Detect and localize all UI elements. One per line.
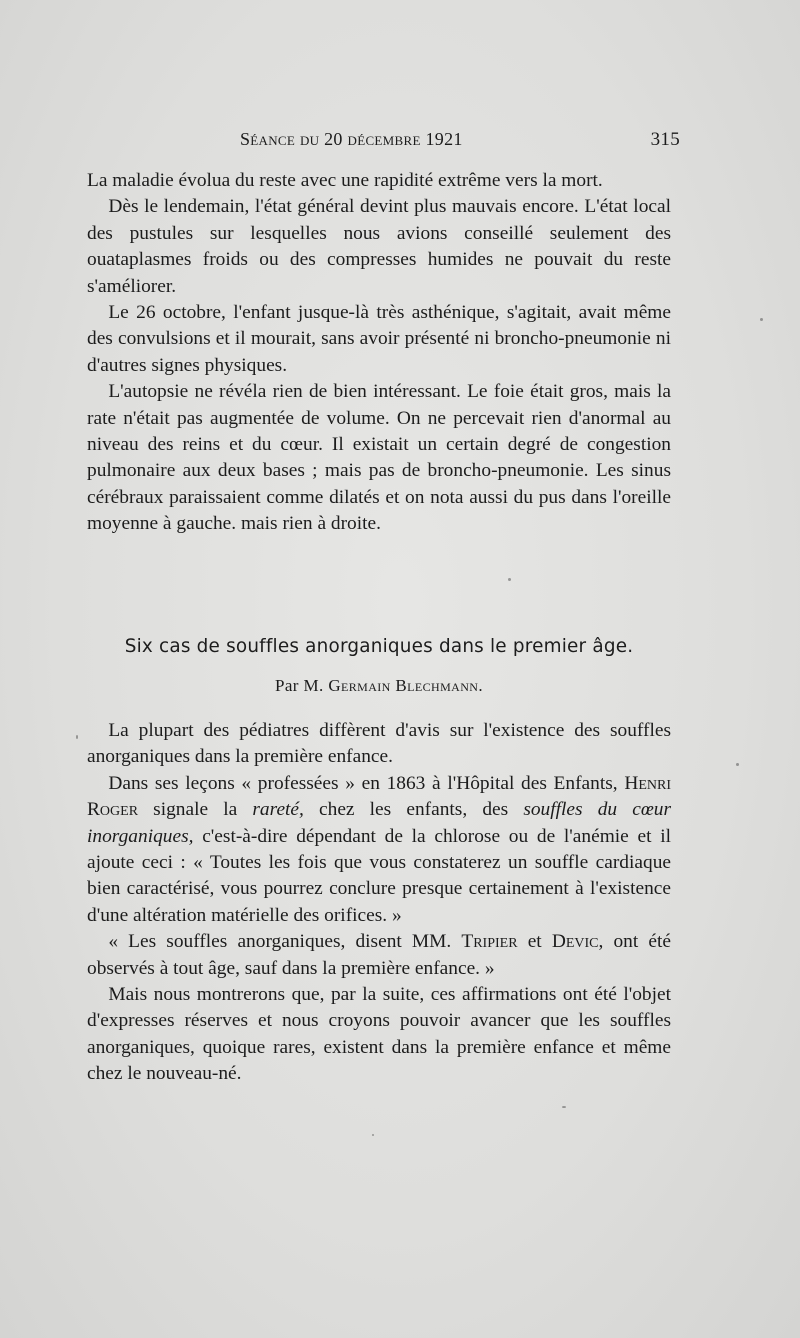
paragraph (87, 771, 671, 929)
text-run: chez les enfants, des (303, 799, 524, 821)
byline (87, 676, 671, 696)
text-run: ont été observés à tout âge, sauf dans la première enfance. » (87, 931, 671, 979)
paragraph: Mais nous montrerons que, par la suite, ces affirmations ont été l'objet d'expresses réserves et nous croyons pouvoir avancer que les souffles anorganiques, quoique rares, existent dans la première enfance et même chez le nouveau-né. (87, 984, 671, 1085)
case-report-text (87, 168, 671, 538)
paragraph: Dès le lendemain, l'état général devint plus mauvais encore. L'état local des pustules sur lesquelles nous avions conseillé seulement des ouataplasmes froids ou des compresses humides ne pouvait du reste s'améliorer. (87, 196, 671, 297)
paragraph: Le 26 octobre, l'enfant jusque-là très asthénique, s'agitait, avait même des convulsions et il mourait, sans avoir présenté ni broncho-pneumonie ni d'autres signes physiques. (87, 302, 671, 376)
emphasis: souffles du cœur inorganiques, (87, 799, 672, 847)
emphasis: rareté, (252, 799, 304, 821)
byline-prefix: Par M. (275, 676, 324, 695)
text-run: « Les souffles anorganiques, disent MM. (108, 931, 462, 953)
article-title: Six cas de souffles anorganiques dans le premier âge. (124, 636, 634, 657)
paragraph: L'autopsie ne révéla rien de bien intéressant. Le foie était gros, mais la rate n'était pas augmentée de volume. On ne percevait rien d'anormal au niveau des reins et du cœur. Il existait un certain degré de congestion pulmonaire aux deux bases ; mais pas de broncho-pneumonie. Les sinus cérébraux paraissaient comme dilatés et on nota aussi du pus dans l'oreille moyenne à gauche. mais rien à droite. (87, 381, 671, 535)
paragraph (87, 929, 671, 982)
text-run: et (517, 931, 552, 953)
page-number: 315 (650, 129, 680, 150)
text-run: signale la (138, 799, 253, 821)
running-head-title: Séance du 20 décembre 1921 (240, 129, 463, 149)
cited-author: Devic, (551, 931, 604, 953)
text-run: Dans ses leçons « professées » en 1863 à l'Hôpital des Enfants, (108, 772, 618, 794)
paragraph: La plupart des pédiatres diffèrent d'avis sur l'existence des souffles anorganiques dans la première enfance. (87, 720, 671, 768)
paragraph: La maladie évolua du reste avec une rapidité extrême vers la mort. (87, 170, 603, 191)
article-text (87, 718, 671, 1088)
cited-author: Tripier (461, 931, 518, 953)
text-run: c'est-à-dire dépendant de la chlorose ou de l'anémie et il ajoute ceci : « Toutes les fois que vous constaterez un souffle cardiaque bien caractérisé, vous pourrez conclure presque certainement à l'existence d'une altération matérielle des orifices. » (87, 825, 671, 926)
author-name: Germain Blechmann. (328, 676, 483, 695)
cited-author: Henri Roger (87, 772, 671, 821)
